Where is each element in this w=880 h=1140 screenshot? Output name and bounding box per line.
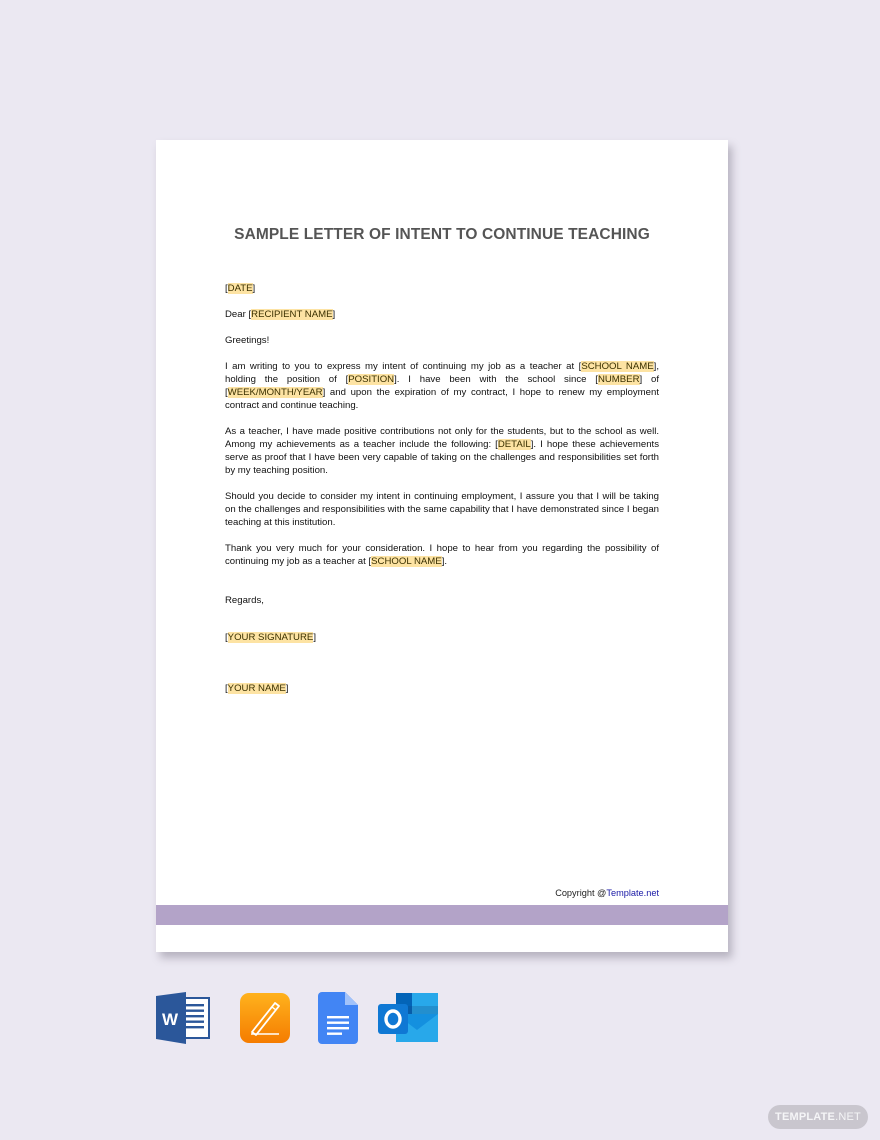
greeting-line: Greetings! (225, 335, 270, 346)
paragraph-intent: I am writing to you to express my intent of continuing my job as a teacher at [SCHOOL NAME], holding the position of [POSITION]. I have been with the school since [NUMBER] of [WEEK/MONTH/YEAR] and upon the expiration of my contract, I hope to renew my employment contract and continue teaching. (225, 361, 659, 411)
paragraph-thanks: Thank you very much for your consideration. I hope to hear from you regarding the possibility of continuing my job as a teacher at [SCHOOL NAME]. (225, 543, 659, 567)
name-placeholder: YOUR NAME (227, 683, 286, 694)
letter-body (225, 282, 659, 708)
signature-line: [YOUR SIGNATURE] (225, 632, 316, 643)
date-line: [DATE] (225, 283, 256, 294)
word-icon[interactable] (156, 992, 210, 1049)
recipient-placeholder: RECIPIENT NAME (251, 309, 333, 320)
document-title: SAMPLE LETTER OF INTENT TO CONTINUE TEACHING (234, 226, 650, 243)
pages-icon[interactable] (239, 992, 291, 1049)
outlook-icon[interactable] (378, 992, 440, 1049)
date-placeholder: DATE (227, 283, 253, 294)
paragraph-achievements: As a teacher, I have made positive contributions not only for the students, but to the school as well. Among my achievements as a teacher include the following: [DETAIL]. I hope these achievements serve as proof that I have been very capable of taking on the challenges and responsibilities set forth by my teaching position. (225, 426, 659, 476)
google-docs-icon[interactable] (318, 992, 358, 1049)
position-placeholder: POSITION (348, 374, 395, 385)
template-net-link[interactable]: Template.net (606, 888, 659, 898)
svg-text:W: W (161, 1010, 179, 1029)
document-page (156, 140, 728, 952)
copyright-text: Copyright @Template.net (555, 888, 659, 898)
paragraph-assurance: Should you decide to consider my intent in continuing employment, I assure you that I will be taking on the challenges and responsibilities with the same capability that I have demonstrated since I began teaching at this institution. (225, 491, 659, 528)
closing-line: Regards, (225, 595, 264, 606)
period-placeholder: WEEK/MONTH/YEAR (227, 387, 323, 398)
salutation-line: Dear [RECIPIENT NAME] (225, 309, 336, 320)
school-name-placeholder: SCHOOL NAME (581, 361, 654, 372)
template-net-watermark[interactable]: TEMPLATE.NET (768, 1105, 868, 1129)
name-line: [YOUR NAME] (225, 683, 289, 694)
school-name-placeholder: SCHOOL NAME (371, 556, 442, 567)
detail-placeholder: DETAIL (497, 439, 531, 450)
signature-placeholder: YOUR SIGNATURE (227, 632, 314, 643)
footer-band (156, 905, 728, 925)
number-placeholder: NUMBER (597, 374, 640, 385)
